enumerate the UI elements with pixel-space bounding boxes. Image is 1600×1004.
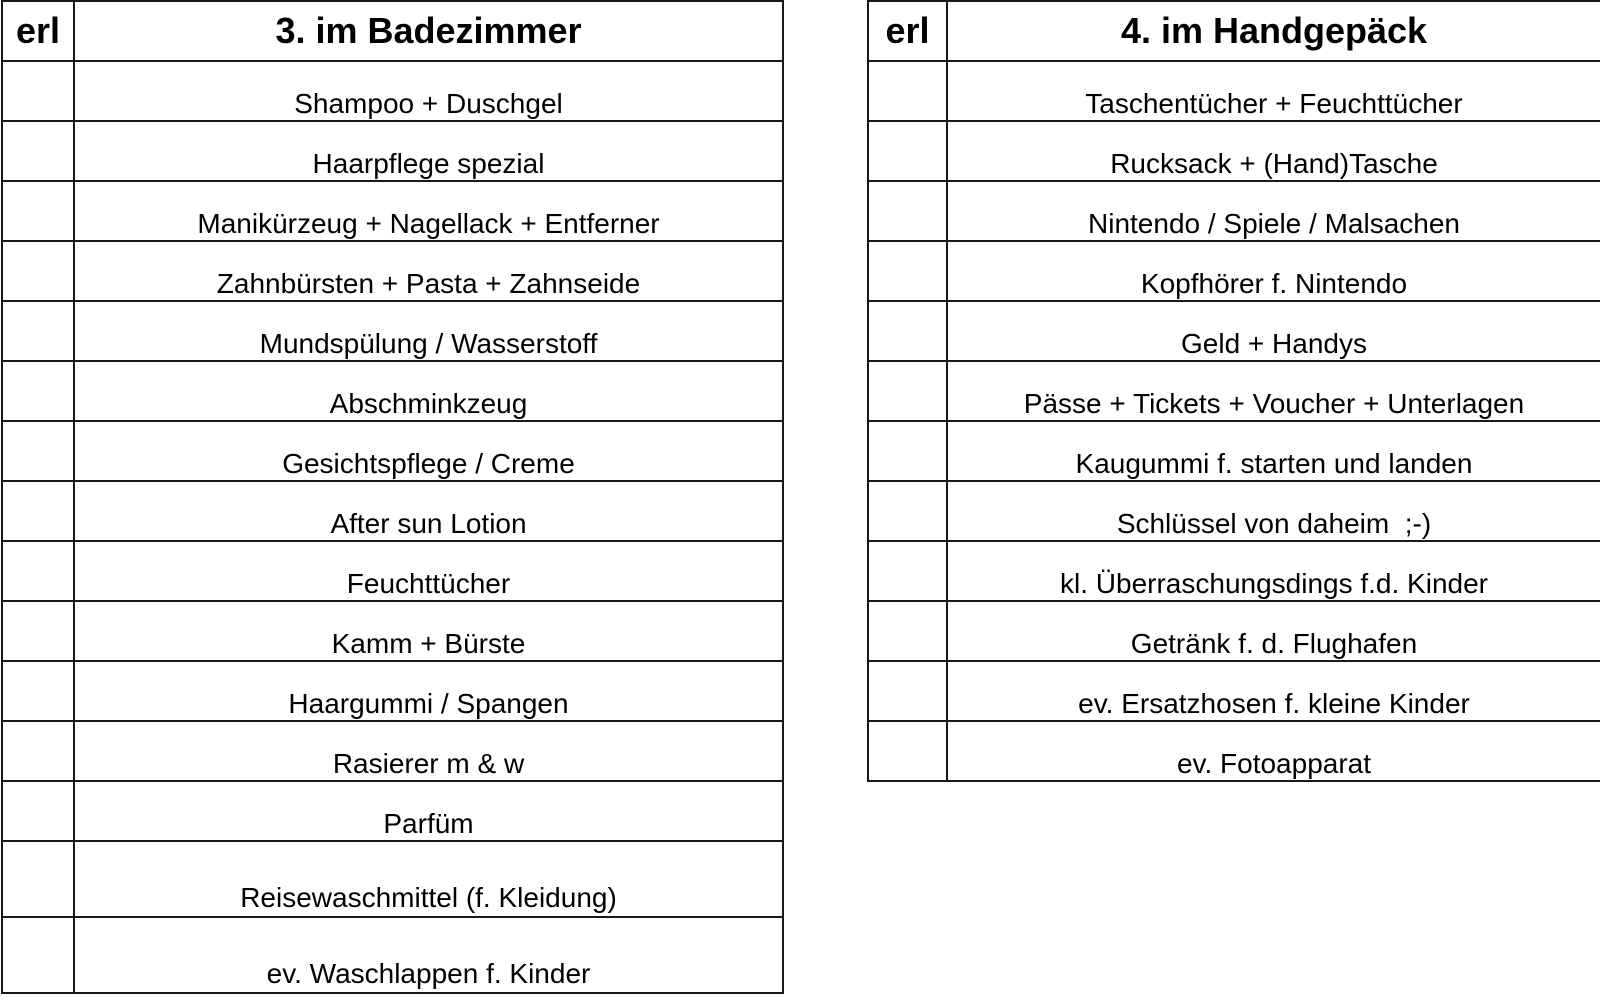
- hand-luggage-checklist-table: [867, 0, 1600, 782]
- item-label: Feuchttücher: [74, 541, 783, 601]
- done-checkbox-cell[interactable]: [868, 541, 947, 601]
- table-row: [868, 241, 1600, 301]
- item-label: Abschminkzeug: [74, 361, 783, 421]
- item-label: Reisewaschmittel (f. Kleidung): [74, 841, 783, 917]
- done-checkbox-cell[interactable]: [2, 181, 74, 241]
- table-row: [868, 421, 1600, 481]
- done-checkbox-cell[interactable]: [868, 301, 947, 361]
- done-column-header: erl: [868, 1, 947, 61]
- done-checkbox-cell[interactable]: [2, 361, 74, 421]
- item-label: Pässe + Tickets + Voucher + Unterlagen: [947, 361, 1600, 421]
- done-checkbox-cell[interactable]: [868, 481, 947, 541]
- item-label: Haargummi / Spangen: [74, 661, 783, 721]
- item-label: Rucksack + (Hand)Tasche: [947, 121, 1600, 181]
- done-checkbox-cell[interactable]: [2, 661, 74, 721]
- table-header-row: [2, 1, 783, 61]
- table-row: [868, 361, 1600, 421]
- done-checkbox-cell[interactable]: [2, 241, 74, 301]
- table-row: [2, 121, 783, 181]
- table-row: [868, 721, 1600, 781]
- item-label: ev. Fotoapparat: [947, 721, 1600, 781]
- table-row: [2, 917, 783, 993]
- done-checkbox-cell[interactable]: [2, 61, 74, 121]
- item-label: Schlüssel von daheim ;-): [947, 481, 1600, 541]
- done-checkbox-cell[interactable]: [2, 781, 74, 841]
- table-header-row: [868, 1, 1600, 61]
- table-row: [868, 301, 1600, 361]
- table-row: [2, 841, 783, 917]
- item-label: Rasierer m & w: [74, 721, 783, 781]
- done-checkbox-cell[interactable]: [868, 721, 947, 781]
- done-checkbox-cell[interactable]: [2, 841, 74, 917]
- item-label: Taschentücher + Feuchttücher: [947, 61, 1600, 121]
- item-label: Getränk f. d. Flughafen: [947, 601, 1600, 661]
- done-checkbox-cell[interactable]: [2, 301, 74, 361]
- item-label: Shampoo + Duschgel: [74, 61, 783, 121]
- done-checkbox-cell[interactable]: [868, 181, 947, 241]
- done-checkbox-cell[interactable]: [2, 721, 74, 781]
- table-row: [2, 301, 783, 361]
- item-label: Mundspülung / Wasserstoff: [74, 301, 783, 361]
- item-label: After sun Lotion: [74, 481, 783, 541]
- table-row: [2, 481, 783, 541]
- table-row: [868, 121, 1600, 181]
- done-checkbox-cell[interactable]: [2, 601, 74, 661]
- item-label: Kaugummi f. starten und landen: [947, 421, 1600, 481]
- table-row: [868, 181, 1600, 241]
- item-label: Nintendo / Spiele / Malsachen: [947, 181, 1600, 241]
- bathroom-checklist-table: [1, 0, 784, 994]
- done-checkbox-cell[interactable]: [868, 241, 947, 301]
- hand-luggage-list-title: 4. im Handgepäck: [947, 1, 1600, 61]
- item-label: Geld + Handys: [947, 301, 1600, 361]
- item-label: Kamm + Bürste: [74, 601, 783, 661]
- item-label: ev. Ersatzhosen f. kleine Kinder: [947, 661, 1600, 721]
- table-row: [2, 361, 783, 421]
- item-label: Parfüm: [74, 781, 783, 841]
- table-row: [868, 481, 1600, 541]
- done-checkbox-cell[interactable]: [2, 917, 74, 993]
- done-checkbox-cell[interactable]: [868, 421, 947, 481]
- item-label: Haarpflege spezial: [74, 121, 783, 181]
- done-checkbox-cell[interactable]: [868, 121, 947, 181]
- done-column-header: erl: [2, 1, 74, 61]
- table-row: [2, 601, 783, 661]
- done-checkbox-cell[interactable]: [2, 481, 74, 541]
- done-checkbox-cell[interactable]: [2, 121, 74, 181]
- table-row: [2, 541, 783, 601]
- item-label: Zahnbürsten + Pasta + Zahnseide: [74, 241, 783, 301]
- done-checkbox-cell[interactable]: [2, 541, 74, 601]
- table-row: [2, 721, 783, 781]
- bathroom-list-title: 3. im Badezimmer: [74, 1, 783, 61]
- done-checkbox-cell[interactable]: [868, 61, 947, 121]
- item-label: Gesichtspflege / Creme: [74, 421, 783, 481]
- table-row: [2, 61, 783, 121]
- table-row: [868, 661, 1600, 721]
- done-checkbox-cell[interactable]: [868, 601, 947, 661]
- table-row: [2, 181, 783, 241]
- table-row: [2, 781, 783, 841]
- table-row: [2, 241, 783, 301]
- table-row: [2, 661, 783, 721]
- item-label: Manikürzeug + Nagellack + Entferner: [74, 181, 783, 241]
- done-checkbox-cell[interactable]: [868, 661, 947, 721]
- table-row: [2, 421, 783, 481]
- table-row: [868, 61, 1600, 121]
- item-label: ev. Waschlappen f. Kinder: [74, 917, 783, 993]
- item-label: kl. Überraschungsdings f.d. Kinder: [947, 541, 1600, 601]
- item-label: Kopfhörer f. Nintendo: [947, 241, 1600, 301]
- table-row: [868, 601, 1600, 661]
- table-row: [868, 541, 1600, 601]
- done-checkbox-cell[interactable]: [868, 361, 947, 421]
- done-checkbox-cell[interactable]: [2, 421, 74, 481]
